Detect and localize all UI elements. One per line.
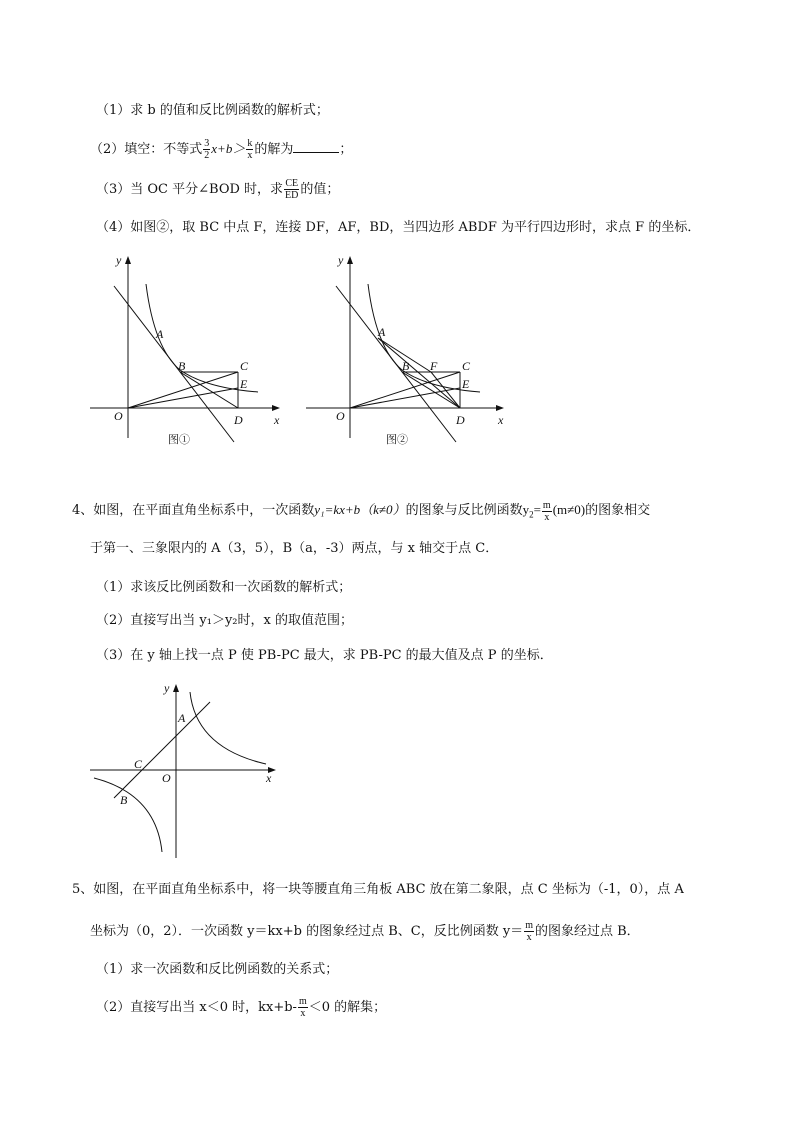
q5-part2 [96,996,386,1020]
q5-part2-prefix: （2）直接写出当 x＜0 时，kx+b- [96,1000,297,1015]
q5-line1: 5、如图，在平面直角坐标系中，将一块等腰直角三角板 ABC 放在第二象限，点 C 坐标为（-1，0），点 A [72,882,684,897]
q4-line1 [72,498,650,527]
figure-1-caption: 图① [168,434,190,446]
fraction-m-over-x: $\frac{m}{x}$ [525,920,533,943]
answer-blank[interactable] [293,140,339,153]
point-f-label: F [430,359,438,373]
point-c-label: C [134,757,143,771]
q5-line2-prefix: 坐标为（0，2）．一次函数 y＝kx+b 的图象经过点 B、C，反比例函数 y＝ [90,924,524,939]
q5-part2-suffix: ＜0 的解集； [308,1000,387,1015]
q4-intro-end: 的图象相交 [585,503,651,518]
q3-part3 [96,178,339,202]
q3-part2-expr: x+b＞ [211,141,246,156]
y-axis-label: y [116,253,122,267]
q4-linear-function: y₁=kx+b（k≠0） [314,502,406,517]
q5-line2 [90,920,640,944]
point-a-label: A [378,325,386,339]
origin-label: O [162,771,171,785]
q3-part2-prefix: （2）填空：不等式 [90,142,203,157]
fraction-m-over-x: $\frac{m}{x}$ [298,996,307,1019]
y-axis-label: y [164,681,170,695]
q4-part2: （2）直接写出当 y₁＞y₂时，x 的取值范围； [96,613,353,628]
q4-inverse-function: $y_2=$ $\frac{m}{x}$ (m≠0) [522,499,586,523]
figure-q4 [86,680,286,862]
q4-part1: （1）求该反比例函数和一次函数的解析式； [96,580,352,595]
q3-part2-suffix: 的解为 [254,142,294,157]
x-axis-label: x [266,771,272,785]
q3-part3-prefix: （3）当 OC 平分∠BOD 时，求 [96,182,284,197]
point-d-label: D [234,413,243,427]
point-b-label: B [120,793,128,807]
point-e-label: E [240,377,248,391]
figure-1 [88,248,288,448]
point-d-label: D [456,413,465,427]
q4-line2: 于第一、三象限内的 A（3，5），B（a，-3）两点，与 x 轴交于点 C． [90,541,499,556]
q4-part3: （3）在 y 轴上找一点 P 使 PB-PC 最大，求 PB-PC 的最大值及点 P 的坐标． [96,648,553,663]
origin-label: O [114,409,123,423]
q5-line2-suffix: 的图象经过点 B． [534,924,640,939]
q3-part2 [90,138,352,161]
point-c-label: C [240,359,249,373]
fraction-three-halves: $\frac{3}{2}$ [204,138,210,161]
origin-label: O [336,409,345,423]
point-c-label: C [462,359,471,373]
fraction-k-over-x: $\frac{k}{x}$ [247,138,253,161]
q4-intro-mid: 的图象与反比例函数 [405,503,523,518]
x-axis-label: x [274,413,280,427]
figure-2 [304,248,514,448]
point-b-label: B [178,359,186,373]
q3-part4: （4）如图②，取 BC 中点 F，连接 DF，AF，BD，当四边形 ABDF 为平行四边形时，求点 F 的坐标． [96,220,701,235]
q4-intro: 4、如图，在平面直角坐标系中，一次函数 [72,503,315,518]
point-a-label: A [178,711,186,725]
point-e-label: E [462,377,470,391]
fraction-ce-over-ed: $\frac{CE}{ED}$ [285,178,299,201]
figure-2-caption: 图② [386,434,408,446]
point-b-label: B [402,359,410,373]
q3-part2-end: ； [339,142,353,157]
y-axis-label: y [338,253,344,267]
q3-part1: （1）求 b 的值和反比例函数的解析式； [96,103,329,118]
q5-part1: （1）求一次函数和反比例函数的关系式； [96,962,339,977]
q3-part3-suffix: 的值； [300,182,340,197]
x-axis-label: x [498,413,504,427]
point-a-label: A [156,327,164,341]
